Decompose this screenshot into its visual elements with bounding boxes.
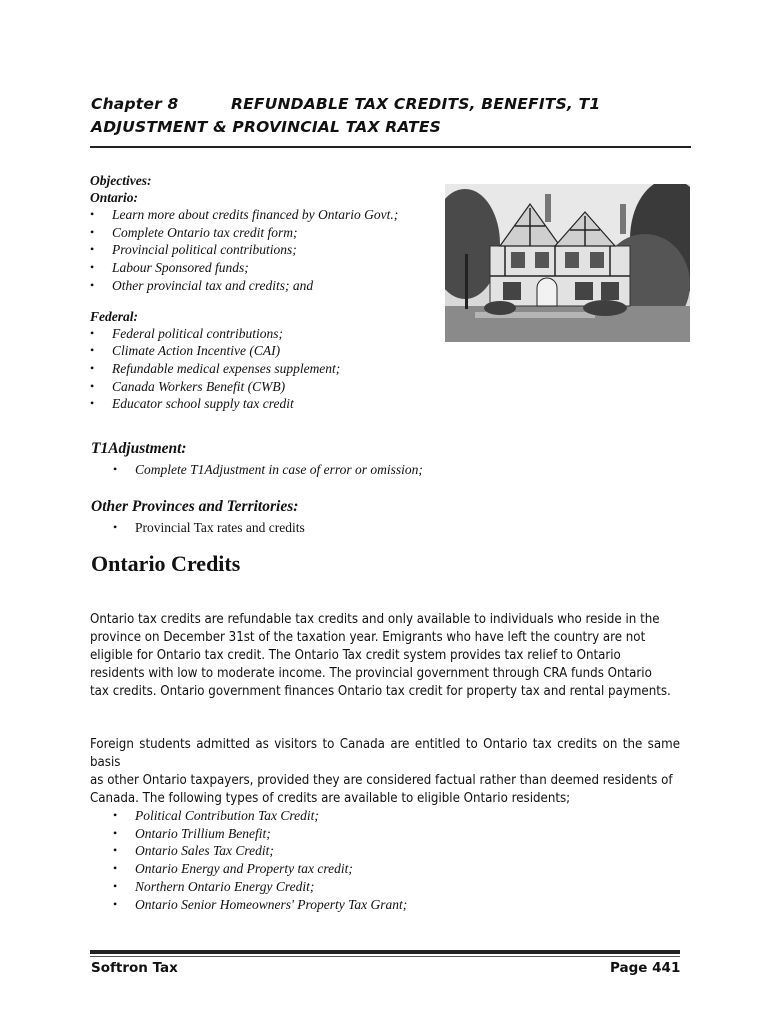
other-provinces-heading: Other Provinces and Territories: [91, 498, 299, 515]
ontario-label: Ontario: [90, 190, 139, 205]
paragraph-line: as other Ontario taxpayers, provided they are considered factual rather than deemed residents of [90, 773, 673, 788]
federal-objectives-list [90, 325, 440, 414]
list-item: • Federal political contributions; [90, 325, 440, 343]
header-rule [90, 146, 691, 148]
other-provinces-list [113, 519, 305, 537]
paragraph-line: Ontario tax credits are refundable tax credits and only available to individuals who reside in the [90, 612, 660, 627]
list-item: • Climate Action Incentive (CAI) [90, 342, 440, 360]
house-photo [445, 184, 690, 342]
paragraph-line: residents with low to moderate income. The provincial government through CRA funds Ontario [90, 666, 652, 681]
list-item: • Ontario Trillium Benefit; [113, 825, 407, 843]
objectives-heading: Objectives: [90, 173, 152, 188]
list-item: • Complete T1Adjustment in case of error or omission; [113, 461, 423, 479]
list-item: • Refundable medical expenses supplement; [90, 360, 440, 378]
chapter-title-line2: ADJUSTMENT & PROVINCIAL TAX RATES [91, 118, 441, 136]
list-item: • Provincial Tax rates and credits [113, 519, 305, 537]
ontario-objectives-list [90, 206, 440, 295]
paragraph-line: tax credits. Ontario government finances Ontario tax credit for property tax and rental payments. [90, 684, 671, 699]
paragraph-line: eligible for Ontario tax credit. The Ontario Tax credit system provides tax relief to Ontario [90, 648, 621, 663]
footer-rule [90, 950, 680, 954]
list-item: • Ontario Energy and Property tax credit; [113, 860, 407, 878]
list-item: • Canada Workers Benefit (CWB) [90, 378, 440, 396]
paragraph-line: province on December 31st of the taxation year. Emigrants who have left the country are not [90, 630, 646, 645]
list-item: • Educator school supply tax credit [90, 395, 440, 413]
footer-rule-thin [90, 956, 680, 957]
paragraph-ontario-credits-intro [90, 611, 680, 701]
paragraph-line: Canada. The following types of credits are available to eligible Ontario residents; [90, 791, 571, 806]
list-item: • Political Contribution Tax Credit; [113, 807, 407, 825]
list-item: • Learn more about credits financed by Ontario Govt.; [90, 206, 440, 224]
t1-adjustment-heading: T1Adjustment: [91, 440, 187, 457]
list-item: • Northern Ontario Energy Credit; [113, 878, 407, 896]
list-item: • Provincial political contributions; [90, 241, 440, 259]
chapter-title [91, 93, 691, 139]
footer-page-number: Page 441 [610, 960, 681, 976]
objectives-section [90, 172, 440, 413]
chapter-title-line1: REFUNDABLE TAX CREDITS, BENEFITS, T1 [231, 95, 601, 113]
paragraph-line: Foreign students admitted as visitors to Canada are entitled to Ontario tax credits on the same basis [90, 737, 680, 770]
paragraph-foreign-students [90, 736, 680, 808]
list-item: • Other provincial tax and credits; and [90, 277, 440, 295]
list-item: • Complete Ontario tax credit form; [90, 224, 440, 242]
t1-adjustment-list [113, 461, 423, 479]
list-item: • Labour Sponsored funds; [90, 259, 440, 277]
list-item: • Ontario Sales Tax Credit; [113, 842, 407, 860]
section-heading-ontario-credits: Ontario Credits [91, 551, 241, 576]
list-item: • Ontario Senior Homeowners' Property Tax Grant; [113, 896, 407, 914]
ontario-credits-list [113, 807, 407, 913]
chapter-number: Chapter 8 [91, 95, 179, 113]
footer-publisher: Softron Tax [91, 960, 178, 976]
federal-label: Federal: [90, 308, 138, 324]
